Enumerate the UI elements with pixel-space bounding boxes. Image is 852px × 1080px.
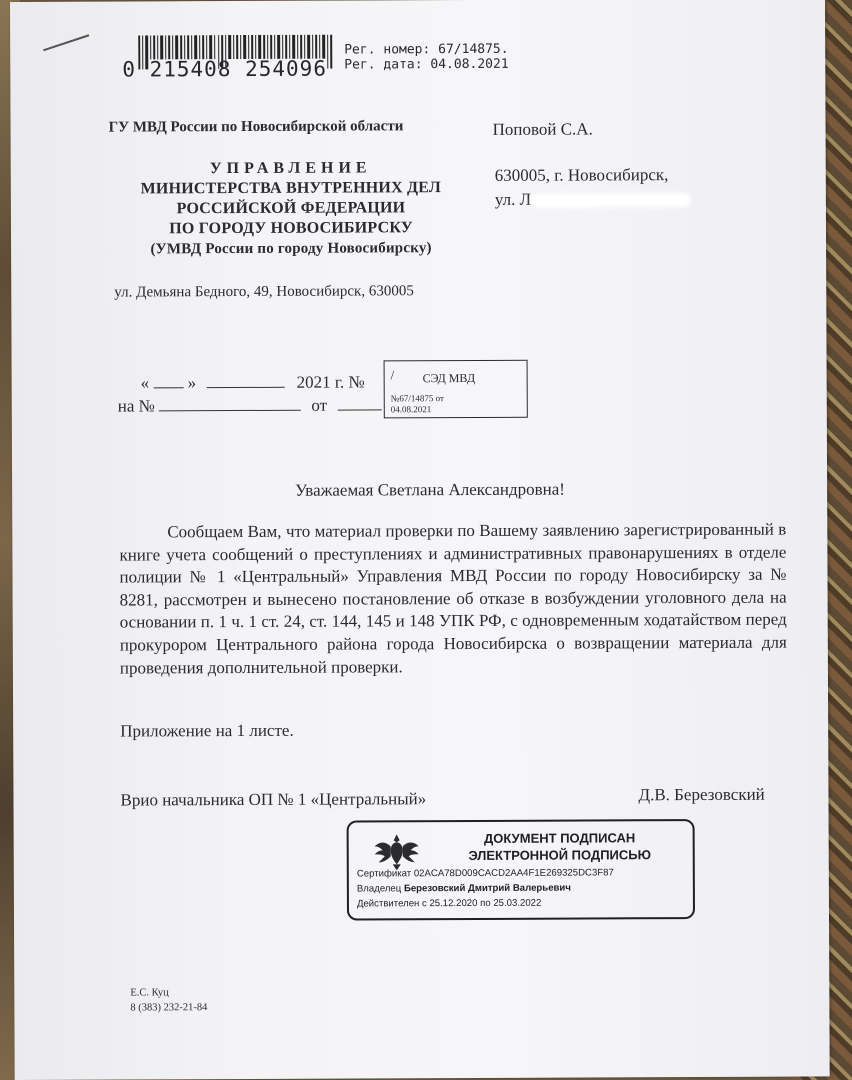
close-quote: » bbox=[187, 373, 197, 393]
registration-number: Рег. номер: 67/14875. bbox=[344, 41, 509, 58]
stamp-date-line: 04.08.2021 bbox=[390, 404, 432, 415]
dept-line-2: МИНИСТЕРСТВА ВНУТРЕННИХ ДЕЛ bbox=[140, 179, 442, 198]
esig-title-line-1: ДОКУМЕНТ ПОДПИСАН bbox=[483, 830, 636, 846]
stamp-slash: / bbox=[390, 367, 395, 383]
signatory-role: Врио начальника ОП № 1 «Центральный» bbox=[120, 789, 427, 810]
month-blank bbox=[206, 371, 284, 388]
year-label: 2021 г. № bbox=[296, 372, 365, 392]
signatory-name: Д.В. Березовский bbox=[638, 784, 765, 805]
executor-phone: 8 (383) 232-21-84 bbox=[130, 1002, 208, 1014]
org-short-name: ГУ МВД России по Новосибирской области bbox=[108, 118, 404, 136]
owner-value: Березовский Дмитрий Валерьевич bbox=[403, 882, 571, 895]
main-paragraph-text: Сообщаем Вам, что материал проверки по Вашему заявлению зарегистрированный в книге учета сообщений о преступлениях и административных правонарушениях в отделе полиции № 1 «Центральный» Управления МВД России по городу Новосибирску за № 8281, рассмотрен и вынесено постановление об отказе в возбуждении уголовного дела на основании п. 1 ч. 1 ст. 24, ст. 144, 145 и 148 УПК РФ, с одновременным ходатайством перед прокурором Центрального района города Новосибирска о возвращении материала для проведения дополнительной проверки. bbox=[119, 519, 787, 678]
barcode-number: 0 215408 254096 bbox=[122, 56, 328, 82]
electronic-signature-stamp bbox=[347, 819, 695, 921]
registration-info bbox=[344, 42, 509, 73]
dept-line-3: РОССИЙСКОЙ ФЕДЕРАЦИИ bbox=[176, 199, 406, 218]
letter-sheet bbox=[10, 0, 830, 1080]
stamp-number-line: №67/14875 от bbox=[390, 393, 444, 404]
executor-info bbox=[130, 985, 207, 1015]
owner-label: Владелец bbox=[356, 883, 402, 895]
esig-title-line-2: ЭЛЕКТРОННОЙ ПОДПИСЬЮ bbox=[468, 847, 652, 864]
dept-line-1: УПРАВЛЕНИЕ bbox=[209, 159, 372, 178]
esig-owner bbox=[357, 883, 571, 895]
redaction-blur bbox=[531, 193, 691, 208]
cert-label: Сертификат bbox=[356, 868, 412, 880]
recipient-address-line-1: 630005, г. Новосибирск, bbox=[494, 165, 669, 185]
ot-blank bbox=[337, 393, 381, 410]
esig-validity: Действителен с 25.12.2020 по 25.03.2022 bbox=[356, 897, 542, 910]
esig-title bbox=[435, 829, 685, 864]
outgoing-date-line bbox=[141, 370, 365, 393]
ot-label: от bbox=[311, 395, 328, 415]
executor-name: Е.С. Куц bbox=[130, 987, 169, 999]
stamp-number bbox=[391, 393, 444, 415]
na-label: на № bbox=[117, 396, 155, 416]
main-paragraph bbox=[119, 519, 787, 680]
recipient-address bbox=[495, 163, 691, 212]
reference-line bbox=[118, 393, 382, 416]
recipient-address-line-2: ул. Л bbox=[494, 189, 532, 209]
attachment-note: Приложение на 1 листе. bbox=[120, 720, 294, 741]
open-quote: « bbox=[140, 373, 150, 393]
recipient-name: Поповой С.А. bbox=[492, 119, 593, 139]
cert-value: 02ACA78D009CACD2AA4F1E269325DC3F87 bbox=[413, 867, 614, 880]
greeting: Уважаемая Светлана Александровна! bbox=[295, 479, 566, 500]
dept-line-4: ПО ГОРОДУ НОВОСИБИРСКУ bbox=[169, 219, 413, 238]
day-blank bbox=[153, 371, 183, 388]
pen-mark bbox=[43, 34, 89, 51]
esig-certificate bbox=[357, 867, 614, 879]
stamp-sed-label: СЭД МВД bbox=[422, 370, 476, 386]
registration-date: Рег. дата: 04.08.2021 bbox=[344, 56, 509, 73]
sed-registration-stamp bbox=[384, 360, 528, 419]
dept-line-5: (УМВД России по городу Новосибирску) bbox=[150, 240, 432, 258]
department-block bbox=[111, 158, 471, 260]
sender-address: ул. Демьяна Бедного, 49, Новосибирск, 630005 bbox=[114, 283, 414, 301]
na-blank bbox=[159, 394, 301, 412]
